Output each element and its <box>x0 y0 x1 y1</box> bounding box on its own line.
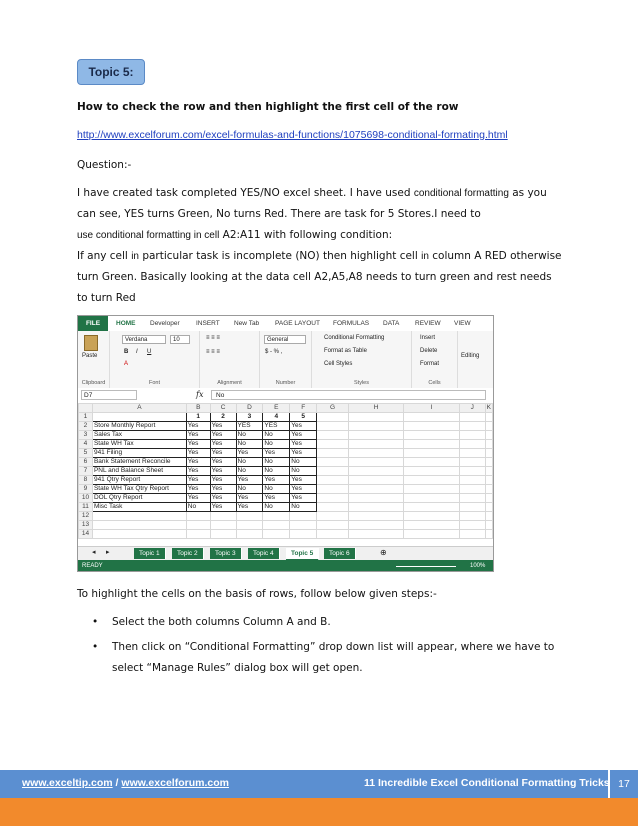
add-sheet-icon[interactable]: ⊕ <box>380 548 387 557</box>
sheet-cell[interactable] <box>317 476 349 485</box>
sheet-cell[interactable] <box>348 512 403 521</box>
sheet-cell[interactable] <box>317 413 349 422</box>
step-item <box>92 637 562 679</box>
bold-icon[interactable]: B <box>124 349 129 355</box>
sheet-cell[interactable] <box>485 476 492 485</box>
step-item <box>92 612 562 633</box>
para1-text: I have created task completed YES/NO excel sheet. I have used <box>77 187 414 199</box>
tab-data[interactable]: DATA <box>383 320 400 327</box>
row-header[interactable]: 6 <box>79 458 93 467</box>
sheet-cell[interactable]: No <box>290 467 317 476</box>
sheet-cell[interactable]: No <box>186 503 210 512</box>
alignment-group-label: Alignment <box>217 380 242 386</box>
sheet-cell[interactable] <box>92 530 186 539</box>
underline-icon[interactable]: U <box>147 349 152 355</box>
row-header[interactable]: 11 <box>79 503 93 512</box>
sheet-cell[interactable]: No <box>263 440 290 449</box>
sheet-cell[interactable] <box>485 521 492 530</box>
sheet-cell[interactable]: DOL Qtry Report <box>92 494 186 503</box>
sheet-cell[interactable]: No <box>236 431 263 440</box>
sheet-cell[interactable]: Yes <box>236 449 263 458</box>
topic-badge: Topic 5: <box>77 59 145 85</box>
sheet-cell[interactable] <box>485 494 492 503</box>
question-paragraph-2 <box>77 246 567 309</box>
sheet-cell[interactable] <box>317 440 349 449</box>
sheet-cell[interactable] <box>236 512 263 521</box>
number-group-label: Number <box>275 380 296 386</box>
excel-screenshot <box>77 315 494 572</box>
sheet-cell[interactable]: Yes <box>186 485 210 494</box>
row-header[interactable]: 12 <box>79 512 93 521</box>
sheet-cell[interactable]: No <box>263 431 290 440</box>
sheet-cell[interactable]: Yes <box>236 476 263 485</box>
font-group-label: Font <box>148 380 160 386</box>
sheet-tab[interactable]: Topic 6 <box>324 548 356 559</box>
conditional-formatting-button[interactable]: Conditional Formatting <box>324 335 385 341</box>
sheet-cell[interactable] <box>348 467 403 476</box>
tab-new-tab[interactable]: New Tab <box>234 320 260 327</box>
footer-bar <box>0 770 638 798</box>
para1-term: conditional formatting in cell <box>95 230 220 241</box>
ribbon <box>78 331 493 389</box>
sheet-cell[interactable] <box>290 512 317 521</box>
sheet-cell[interactable] <box>404 467 459 476</box>
number-group <box>260 331 312 388</box>
tab-review[interactable]: REVIEW <box>415 320 441 327</box>
sheet-cell[interactable] <box>348 413 403 422</box>
sheet-cell[interactable] <box>404 512 459 521</box>
sheet-cell[interactable] <box>186 512 210 521</box>
sheet-cell[interactable]: No <box>236 458 263 467</box>
sheet-row <box>79 503 493 512</box>
sheet-cell[interactable]: Yes <box>290 494 317 503</box>
steps-list <box>92 612 562 683</box>
sheet-cell[interactable]: Bank Statement Reconcile <box>92 458 186 467</box>
sheet-cell[interactable] <box>290 530 317 539</box>
question-label: Question:- <box>77 159 132 171</box>
bullet-icon: • <box>92 616 99 628</box>
sheet-cell[interactable]: 2 <box>210 413 236 422</box>
row-header[interactable]: 9 <box>79 485 93 494</box>
sheet-cell[interactable] <box>485 485 492 494</box>
align-icon[interactable]: ≡ ≡ ≡ <box>206 335 220 341</box>
sheet-row <box>79 512 493 521</box>
sheet-cell[interactable] <box>404 422 459 431</box>
sheet-cell[interactable] <box>348 530 403 539</box>
paste-button[interactable]: Paste <box>82 353 98 359</box>
sheet-cell[interactable]: Yes <box>210 422 236 431</box>
status-bar <box>78 560 493 572</box>
cells-group-label: Cells <box>428 380 441 386</box>
sheet-cell[interactable] <box>317 503 349 512</box>
sheet-cell[interactable]: Yes <box>186 449 210 458</box>
row-header[interactable]: 1 <box>79 413 93 422</box>
sheet-cell[interactable]: Yes <box>210 476 236 485</box>
sheet-cell[interactable]: Yes <box>186 458 210 467</box>
sheet-cell[interactable]: YES <box>263 422 290 431</box>
row-header[interactable]: 7 <box>79 467 93 476</box>
sheet-cell[interactable] <box>485 449 492 458</box>
column-header[interactable]: K <box>486 404 491 411</box>
sheet-row <box>79 413 493 422</box>
sheet-cell[interactable] <box>485 512 492 521</box>
sheet-row <box>79 467 493 476</box>
alignment-group <box>200 331 260 388</box>
sheet-cell[interactable]: Yes <box>210 467 236 476</box>
sheet-cell[interactable]: No <box>236 467 263 476</box>
sheet-cell[interactable]: No <box>263 485 290 494</box>
sheet-cell[interactable] <box>348 494 403 503</box>
sheet-cell[interactable]: Yes <box>210 485 236 494</box>
clipboard-group-label: Clipboard <box>81 380 106 386</box>
sheet-cell[interactable] <box>404 494 459 503</box>
sheet-cell[interactable] <box>404 521 459 530</box>
sheet-cell[interactable]: Yes <box>186 494 210 503</box>
sheet-cell[interactable] <box>459 413 485 422</box>
sheet-cell[interactable]: Yes <box>186 476 210 485</box>
sheet-cell[interactable] <box>459 422 485 431</box>
para2-term: in <box>421 251 429 262</box>
sheet-cell[interactable] <box>317 467 349 476</box>
delete-button[interactable]: Delete <box>420 348 438 354</box>
sheet-cell[interactable] <box>317 458 349 467</box>
column-header[interactable]: H <box>348 404 403 413</box>
sheet-cell[interactable] <box>485 440 492 449</box>
font-name-box[interactable]: Verdana <box>122 335 166 344</box>
sheet-cell[interactable]: 5 <box>290 413 317 422</box>
sheet-tab[interactable]: Topic 4 <box>248 548 280 559</box>
para2-text: If any cell <box>77 250 132 262</box>
tab-formulas[interactable]: FORMULAS <box>333 320 370 327</box>
sheet-cell[interactable] <box>92 512 186 521</box>
footer-separator: / <box>112 777 122 789</box>
sheet-cell[interactable]: No <box>263 503 290 512</box>
sheet-cell[interactable]: No <box>290 458 317 467</box>
sheet-cell[interactable]: Yes <box>210 494 236 503</box>
sheet-cell[interactable] <box>459 485 485 494</box>
sheet-row <box>79 449 493 458</box>
sheet-cell[interactable] <box>263 530 290 539</box>
sheet-cell[interactable] <box>485 530 492 539</box>
sheet-cell[interactable] <box>317 512 349 521</box>
para2-text: particular task is incomplete (NO) then highlight cell <box>138 250 422 262</box>
sheet-cell[interactable] <box>459 530 485 539</box>
sheet-cell[interactable] <box>290 521 317 530</box>
number-format-box[interactable]: General <box>264 335 306 344</box>
tab-developer[interactable]: Developer <box>150 320 180 327</box>
row-header[interactable]: 13 <box>79 521 93 530</box>
zoom-slider[interactable] <box>396 566 456 567</box>
sheet-cell[interactable]: Yes <box>186 440 210 449</box>
styles-group-label: Styles <box>354 380 369 386</box>
excelforum-link[interactable]: www.excelforum.com <box>121 777 229 789</box>
sheet-cell[interactable] <box>404 503 459 512</box>
column-header[interactable]: I <box>404 404 459 413</box>
sheet-cell[interactable] <box>404 413 459 422</box>
sheet-cell[interactable]: State WH Tax <box>92 440 186 449</box>
sheet-cell[interactable] <box>348 431 403 440</box>
sheet-cell[interactable] <box>236 521 263 530</box>
sheet-cell[interactable] <box>348 440 403 449</box>
sheet-cell[interactable] <box>317 431 349 440</box>
sheet-cell[interactable] <box>459 503 485 512</box>
sheet-cell[interactable]: No <box>290 503 317 512</box>
sheet-row <box>79 521 493 530</box>
sheet-cell[interactable]: Yes <box>290 422 317 431</box>
formula-input[interactable]: No <box>211 390 486 400</box>
sheet-cell[interactable] <box>485 422 492 431</box>
para2-term: in <box>131 251 139 262</box>
question-paragraph-1 <box>77 183 567 246</box>
step-text: Then click on “Conditional Formatting” drop down list will appear, where we have to select “Manage Rules” dialog box will get open. <box>112 641 555 674</box>
sheet-cell[interactable] <box>348 422 403 431</box>
sheet-cell[interactable]: State WH Tax Qtry Report <box>92 485 186 494</box>
sheet-cell[interactable] <box>210 530 236 539</box>
sheet-cell[interactable] <box>485 458 492 467</box>
sheet-cell[interactable] <box>317 494 349 503</box>
sheet-row <box>79 440 493 449</box>
sheet-cell[interactable]: Yes <box>210 503 236 512</box>
column-header[interactable]: D <box>236 404 263 413</box>
page-number: 17 <box>608 770 638 798</box>
sheet-cell[interactable] <box>485 413 492 422</box>
footer-links <box>22 777 229 789</box>
para2-text: turn Green. Basically looking at the data cell A2,A5,A8 needs to turn green and rest needs <box>77 271 552 283</box>
sheet-cell[interactable] <box>404 530 459 539</box>
prev-sheet-icon[interactable]: ◂ <box>92 549 96 556</box>
sheet-cell[interactable] <box>186 521 210 530</box>
tab-view[interactable]: VIEW <box>454 320 471 327</box>
row-header[interactable]: 8 <box>79 476 93 485</box>
fx-icon[interactable]: fx <box>196 390 204 399</box>
sheet-cell[interactable]: Yes <box>290 449 317 458</box>
sheet-cell[interactable] <box>459 458 485 467</box>
format-as-table-button[interactable]: Format as Table <box>324 348 367 354</box>
name-box[interactable]: D7 <box>81 390 137 400</box>
sheet-cell[interactable] <box>348 458 403 467</box>
sheet-cell[interactable]: 4 <box>263 413 290 422</box>
cell-styles-button[interactable]: Cell Styles <box>324 361 353 367</box>
para1-text: can see, YES turns Green, No turns Red. There are task for 5 Stores.I need to <box>77 208 481 220</box>
zoom-level: 100% <box>470 563 486 569</box>
sheet-cell[interactable]: PNL and Balance Sheet <box>92 467 186 476</box>
para2-text: column A RED otherwise <box>428 250 562 262</box>
sheet-cell[interactable]: Yes <box>186 467 210 476</box>
row-header[interactable]: 14 <box>79 530 93 539</box>
sheet-cell[interactable]: Yes <box>263 449 290 458</box>
sheet-cell[interactable]: 941 Filing <box>92 449 186 458</box>
bullet-icon: • <box>92 641 99 653</box>
font-size-box[interactable]: 10 <box>170 335 190 344</box>
para1-text: as you <box>508 187 547 199</box>
sheet-cell[interactable] <box>348 449 403 458</box>
sheet-cell[interactable]: Yes <box>290 476 317 485</box>
sheet-cell[interactable] <box>459 467 485 476</box>
sheet-cell[interactable] <box>348 485 403 494</box>
tab-insert[interactable]: INSERT <box>196 320 220 327</box>
sheet-cell[interactable] <box>459 521 485 530</box>
sheet-cell[interactable] <box>404 449 459 458</box>
sheet-row <box>79 530 493 539</box>
italic-icon[interactable]: I <box>136 349 138 355</box>
sheet-cell[interactable] <box>459 476 485 485</box>
sheet-cell[interactable] <box>459 440 485 449</box>
sheet-tab[interactable]: Topic 2 <box>172 548 204 559</box>
para1-term: conditional formatting <box>413 188 509 199</box>
sheet-cell[interactable]: 941 Qtry Report <box>92 476 186 485</box>
sheet-cell[interactable] <box>485 431 492 440</box>
sheet-cell[interactable] <box>459 512 485 521</box>
font-group <box>110 331 200 388</box>
paste-icon[interactable] <box>84 335 98 351</box>
sheet-grid <box>78 403 493 539</box>
styles-group <box>312 331 412 388</box>
sheet-cell[interactable] <box>404 440 459 449</box>
sheet-cell[interactable]: 3 <box>236 413 263 422</box>
sheet-cell[interactable]: Yes <box>210 440 236 449</box>
align-icon[interactable]: ≡ ≡ ≡ <box>206 349 220 355</box>
sheet-cell[interactable] <box>92 413 186 422</box>
status-text: READY <box>82 563 103 569</box>
exceltip-link[interactable]: www.exceltip.com <box>22 777 113 789</box>
cells-group <box>412 331 458 388</box>
sheet-cell[interactable] <box>263 512 290 521</box>
sheet-cell[interactable]: Yes <box>210 458 236 467</box>
sheet-cell[interactable] <box>459 431 485 440</box>
sheet-cell[interactable]: No <box>263 458 290 467</box>
sheet-cell[interactable]: Store Monthly Report <box>92 422 186 431</box>
sheet-cell[interactable]: Yes <box>186 431 210 440</box>
sheet-cell[interactable]: Sales Tax <box>92 431 186 440</box>
sheet-cell[interactable] <box>404 431 459 440</box>
sheet-cell[interactable]: No <box>236 485 263 494</box>
sheet-row <box>79 422 493 431</box>
sheet-cell[interactable] <box>485 503 492 512</box>
row-header[interactable]: 2 <box>79 422 93 431</box>
sheet-tabs-bar <box>78 546 493 561</box>
sheet-cell[interactable]: Yes <box>210 449 236 458</box>
sheet-row <box>79 458 493 467</box>
sheet-cell[interactable]: Yes <box>290 440 317 449</box>
insert-button[interactable]: Insert <box>420 335 436 341</box>
sheet-cell[interactable] <box>317 485 349 494</box>
sheet-cell[interactable] <box>459 494 485 503</box>
sheet-cell[interactable] <box>459 449 485 458</box>
sheet-cell[interactable]: Yes <box>263 476 290 485</box>
sheet-tab[interactable]: Topic 3 <box>210 548 242 559</box>
column-header[interactable]: F <box>290 404 317 413</box>
next-sheet-icon[interactable]: ▸ <box>106 549 110 556</box>
sheet-cell[interactable] <box>404 476 459 485</box>
sheet-cell[interactable] <box>317 530 349 539</box>
sheet-row <box>79 494 493 503</box>
corner-cell[interactable] <box>79 404 93 413</box>
sheet-cell[interactable] <box>263 521 290 530</box>
file-tab[interactable]: FILE <box>78 316 108 331</box>
sheet-cell[interactable]: No <box>236 440 263 449</box>
section-heading: How to check the row and then highlight the first cell of the row <box>77 101 459 113</box>
sheet-cell[interactable]: Yes <box>210 431 236 440</box>
sheet-cell[interactable]: 1 <box>186 413 210 422</box>
source-link[interactable]: http://www.excelforum.com/excel-formulas-and-functions/1075698-conditional-formating.html <box>77 129 508 141</box>
sheet-cell[interactable] <box>485 467 492 476</box>
sheet-cell[interactable] <box>210 521 236 530</box>
sheet-row <box>79 431 493 440</box>
column-header[interactable]: A <box>92 404 186 413</box>
sheet-cell[interactable] <box>404 485 459 494</box>
row-header[interactable]: 3 <box>79 431 93 440</box>
sheet-tab[interactable]: Topic 1 <box>134 548 166 559</box>
sheet-row <box>79 476 493 485</box>
clipboard-group <box>78 331 110 388</box>
tab-home[interactable]: HOME <box>116 320 136 327</box>
sheet-cell[interactable]: Yes <box>290 431 317 440</box>
step-text: Select the both columns Column A and B. <box>112 616 331 628</box>
currency-icon[interactable]: $ - % , <box>265 349 283 355</box>
sheet-cell[interactable] <box>348 521 403 530</box>
sheet-cell[interactable]: Yes <box>236 503 263 512</box>
column-header[interactable]: E <box>263 404 290 413</box>
column-header[interactable]: C <box>210 404 236 413</box>
sheet-cell[interactable]: Yes <box>263 494 290 503</box>
row-header[interactable]: 10 <box>79 494 93 503</box>
editing-button[interactable]: Editing <box>461 353 480 359</box>
sheet-cell[interactable]: No <box>263 467 290 476</box>
tab-page-layout[interactable]: PAGE LAYOUT <box>275 320 320 327</box>
sheet-cell[interactable] <box>317 449 349 458</box>
row-header[interactable]: 5 <box>79 449 93 458</box>
format-button[interactable]: Format <box>420 361 440 367</box>
sheet-cell[interactable] <box>404 458 459 467</box>
formula-bar <box>78 388 493 404</box>
steps-intro: To highlight the cells on the basis of rows, follow below given steps:- <box>77 588 437 600</box>
sheet-cell[interactable] <box>348 476 403 485</box>
sheet-cell[interactable]: Yes <box>236 494 263 503</box>
sheet-tab[interactable]: Topic 5 <box>286 548 319 561</box>
sheet-cell[interactable]: Misc Task <box>92 503 186 512</box>
sheet-cell[interactable] <box>92 521 186 530</box>
column-header[interactable]: B <box>186 404 210 413</box>
bottom-band <box>0 798 638 826</box>
sheet-cell[interactable] <box>186 530 210 539</box>
para1-text: A2:A11 with following condition: <box>219 229 393 241</box>
sheet-cell[interactable] <box>210 512 236 521</box>
sheet-row <box>79 485 493 494</box>
editing-group <box>458 331 493 388</box>
column-header[interactable]: G <box>317 404 349 413</box>
sheet-cell[interactable]: Yes <box>290 485 317 494</box>
sheet-cell[interactable]: Yes <box>186 422 210 431</box>
sheet-cell[interactable] <box>317 422 349 431</box>
para1-term: use <box>77 230 96 241</box>
sheet-cell[interactable]: YES <box>236 422 263 431</box>
ribbon-tabs <box>78 316 493 332</box>
sheet-cell[interactable] <box>348 503 403 512</box>
sheet-cell[interactable] <box>236 530 263 539</box>
para2-text: to turn Red <box>77 292 136 304</box>
column-header[interactable]: J <box>459 404 485 413</box>
sheet-cell[interactable] <box>317 521 349 530</box>
footer-title: 11 Incredible Excel Conditional Formatting Tricks <box>364 777 610 789</box>
row-header[interactable]: 4 <box>79 440 93 449</box>
font-color-icon[interactable]: A <box>124 361 129 367</box>
